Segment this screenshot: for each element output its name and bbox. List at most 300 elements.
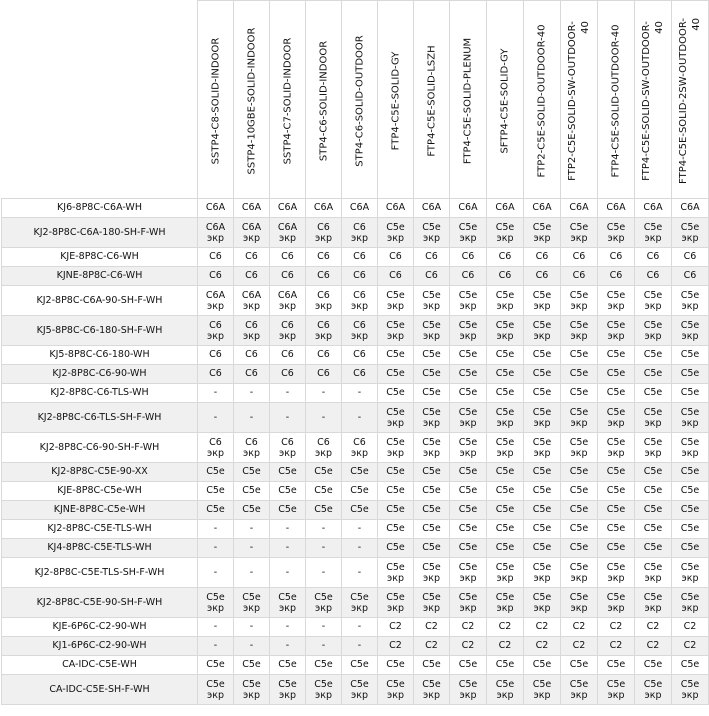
compat-value: C5e <box>569 591 589 603</box>
compat-value: экр <box>644 232 662 244</box>
compat-value: C2 <box>389 640 402 651</box>
compat-value: C5e <box>495 591 515 603</box>
table-row <box>2 286 709 316</box>
connector-name: KJ1-6P6C-C2-90-WH <box>2 637 198 656</box>
table-body <box>2 199 709 705</box>
compat-value: экр <box>243 232 260 244</box>
compat-cell <box>198 520 234 539</box>
compat-cell <box>306 403 342 433</box>
column-header-label: FTP4-C5E-SOLID-SW-OUTDOOR- <box>641 20 652 181</box>
compat-cell <box>342 463 378 482</box>
compat-cell <box>561 384 598 403</box>
compat-value: C5e <box>532 561 552 573</box>
compat-value: C5e <box>569 289 589 301</box>
compat-cell <box>524 403 561 433</box>
compat-cell <box>487 248 524 267</box>
compat-value: C2 <box>609 640 623 651</box>
compat-value: C5e <box>569 659 589 670</box>
compat-value: C6 <box>389 270 402 281</box>
compat-cell <box>378 637 414 656</box>
compat-value: C5e <box>495 485 515 496</box>
compat-value: экр <box>681 300 699 312</box>
table-row <box>2 433 709 463</box>
compat-value: экр <box>681 447 699 459</box>
compat-value: C5e <box>422 406 441 418</box>
compat-cell <box>270 384 306 403</box>
compat-cell <box>672 316 709 346</box>
compat-value: C5e <box>680 466 700 477</box>
compat-value: C6A <box>277 221 298 233</box>
compat-value: C5e <box>643 289 663 301</box>
compat-value: C5e <box>350 504 369 515</box>
compat-value: C6 <box>317 289 330 301</box>
compat-value: C5e <box>569 406 589 418</box>
compat-value: C5e <box>386 387 405 398</box>
compat-value: C6 <box>209 436 222 448</box>
compat-cell <box>672 520 709 539</box>
compat-value: экр <box>644 447 662 459</box>
compat-cell <box>198 501 234 520</box>
compat-value: C5e <box>569 504 589 515</box>
compat-value: C5e <box>350 591 369 603</box>
compat-value: экр <box>207 300 224 312</box>
compat-cell <box>672 675 709 705</box>
compat-cell <box>487 403 524 433</box>
compat-value: C5e <box>386 504 405 515</box>
compat-cell <box>306 267 342 286</box>
compat-cell <box>450 656 487 675</box>
compat-cell <box>598 637 635 656</box>
compat-cell <box>378 558 414 588</box>
compat-cell <box>198 267 234 286</box>
compat-cell <box>635 316 672 346</box>
compat-value: C5e <box>495 561 515 573</box>
compat-cell <box>198 346 234 365</box>
table-row <box>2 365 709 384</box>
compat-cell <box>342 558 378 588</box>
compat-value: экр <box>533 602 551 614</box>
compat-value: C6 <box>245 368 258 379</box>
compat-value: C5e <box>606 436 626 448</box>
compat-cell <box>198 558 234 588</box>
compat-value: C6 <box>389 251 402 262</box>
compat-value: C5e <box>495 523 515 534</box>
compat-value: C5e <box>495 504 515 515</box>
compat-cell <box>672 656 709 675</box>
compat-cell <box>306 482 342 501</box>
column-header-label: FTP4-C5E-SOLID-LSZH <box>426 44 438 157</box>
compat-cell <box>378 199 414 218</box>
compat-cell <box>672 501 709 520</box>
corner-cell <box>2 1 198 199</box>
compat-value: экр <box>351 602 368 614</box>
compat-value: C5e <box>458 504 478 515</box>
compat-value: C2 <box>389 621 402 632</box>
compat-cell <box>234 520 270 539</box>
compat-value: C6A <box>349 202 370 213</box>
compat-cell <box>234 199 270 218</box>
compat-cell <box>198 365 234 384</box>
compat-value: экр <box>570 572 588 584</box>
compat-cell <box>342 248 378 267</box>
compat-cell <box>306 520 342 539</box>
compat-cell <box>378 618 414 637</box>
compat-value: - <box>357 567 362 578</box>
compat-value: - <box>213 387 218 398</box>
table-row <box>2 637 709 656</box>
compat-cell <box>198 618 234 637</box>
column-header-label: SSTP4-C8-SOLID-INDOOR <box>210 37 222 164</box>
compat-value: экр <box>644 689 662 701</box>
compat-cell <box>672 588 709 618</box>
compat-value: экр <box>387 689 404 701</box>
compat-value: C6A <box>313 202 334 213</box>
compat-value: C5e <box>643 406 663 418</box>
compat-cell <box>561 433 598 463</box>
compat-value: C5e <box>569 561 589 573</box>
compat-cell <box>598 539 635 558</box>
compat-cell <box>487 218 524 248</box>
compat-cell <box>198 675 234 705</box>
compat-value: C5e <box>680 485 700 496</box>
compat-cell <box>524 218 561 248</box>
compat-value: C6 <box>209 270 222 281</box>
compat-cell <box>198 637 234 656</box>
compat-value: C6 <box>209 251 222 262</box>
compat-cell <box>487 286 524 316</box>
compat-value: C6A <box>241 221 262 233</box>
compat-value: C5e <box>532 591 552 603</box>
column-header-label: 40 <box>654 20 665 34</box>
compat-cell <box>414 286 450 316</box>
compat-value: C6A <box>495 202 515 213</box>
compat-value: экр <box>423 602 440 614</box>
compat-value: экр <box>243 447 260 459</box>
compat-value: C5e <box>386 523 405 534</box>
compat-value: экр <box>459 330 477 342</box>
compat-value: C6 <box>461 270 475 281</box>
compat-value: экр <box>459 417 477 429</box>
compat-value: C5e <box>458 561 478 573</box>
compat-cell <box>598 463 635 482</box>
compat-value: C5e <box>206 678 225 690</box>
compat-value: - <box>213 542 218 553</box>
compat-cell <box>450 267 487 286</box>
compat-cell <box>198 539 234 558</box>
compat-cell <box>342 637 378 656</box>
compat-value: - <box>285 567 290 578</box>
compat-value: C6A <box>680 202 700 213</box>
compat-value: C6A <box>458 202 478 213</box>
compat-value: C6 <box>425 251 438 262</box>
compat-value: C6A <box>241 289 262 301</box>
compat-cell <box>524 286 561 316</box>
compat-value: экр <box>351 689 368 701</box>
compat-value: C5e <box>569 466 589 477</box>
compat-value: - <box>213 621 218 632</box>
compat-value: C5e <box>386 406 405 418</box>
compat-value: - <box>249 523 254 534</box>
compat-value: экр <box>423 447 440 459</box>
compat-value: C2 <box>535 640 549 651</box>
compat-cell <box>487 637 524 656</box>
compat-value: - <box>285 640 290 651</box>
compat-value: C5e <box>422 561 441 573</box>
compat-cell <box>306 656 342 675</box>
compat-cell <box>450 618 487 637</box>
compat-cell <box>598 267 635 286</box>
compat-value: C6 <box>245 251 258 262</box>
compat-value: экр <box>423 689 440 701</box>
compat-value: C5e <box>458 659 478 670</box>
compat-cell <box>342 199 378 218</box>
connector-name: KJ2-8P8C-C6-90-WH <box>2 365 198 384</box>
compat-cell <box>561 618 598 637</box>
compat-value: C5e <box>278 485 297 496</box>
compat-cell <box>414 539 450 558</box>
connector-name: KJ4-8P8C-C5E-TLS-WH <box>2 539 198 558</box>
compat-value: экр <box>387 602 404 614</box>
compat-value: C5e <box>643 319 663 331</box>
compat-cell <box>306 316 342 346</box>
compat-value: C5e <box>422 659 441 670</box>
compat-cell <box>561 199 598 218</box>
compat-value: C6 <box>317 221 330 233</box>
compat-value: C5e <box>532 289 552 301</box>
compat-cell <box>234 539 270 558</box>
connector-name: KJ2-8P8C-C6A-180-SH-F-WH <box>2 218 198 248</box>
compat-cell <box>270 199 306 218</box>
compat-cell <box>414 365 450 384</box>
compat-value: - <box>213 640 218 651</box>
connector-name: KJ5-8P8C-C6-180-SH-F-WH <box>2 316 198 346</box>
compat-cell <box>198 248 234 267</box>
compat-value: экр <box>644 300 662 312</box>
compat-value: C5e <box>242 591 261 603</box>
compat-cell <box>234 286 270 316</box>
compat-cell <box>306 501 342 520</box>
compat-value: C5e <box>495 466 515 477</box>
compat-value: - <box>357 621 362 632</box>
connector-name: KJ5-8P8C-C6-180-WH <box>2 346 198 365</box>
compat-value: C5e <box>242 466 261 477</box>
compat-value: экр <box>387 447 404 459</box>
compat-value: C5e <box>532 319 552 331</box>
compat-value: C5e <box>350 659 369 670</box>
compat-value: экр <box>423 417 440 429</box>
compat-value: C5e <box>643 466 663 477</box>
compat-cell <box>450 588 487 618</box>
compat-value: C5e <box>422 387 441 398</box>
compat-value: C5e <box>495 542 515 553</box>
compat-value: C2 <box>646 621 660 632</box>
compat-cell <box>450 346 487 365</box>
compat-value: экр <box>351 300 368 312</box>
compat-value: C5e <box>422 289 441 301</box>
compat-value: C6 <box>498 270 512 281</box>
compat-value: C6 <box>245 270 258 281</box>
compat-value: C5e <box>495 659 515 670</box>
compat-cell <box>234 463 270 482</box>
compat-value: C6 <box>209 319 222 331</box>
compat-value: C2 <box>646 640 660 651</box>
compat-value: C5e <box>495 406 515 418</box>
compat-value: - <box>213 412 218 423</box>
compat-value: C6 <box>353 349 366 360</box>
compat-value: экр <box>681 417 699 429</box>
compat-cell <box>635 403 672 433</box>
compat-value: C5e <box>458 591 478 603</box>
compat-value: экр <box>607 602 625 614</box>
compat-value: C5e <box>643 368 663 379</box>
compat-value: C5e <box>422 591 441 603</box>
compat-value: C5e <box>606 466 626 477</box>
compat-cell <box>270 365 306 384</box>
compat-value: C5e <box>422 485 441 496</box>
compat-cell <box>635 520 672 539</box>
compat-cell <box>487 618 524 637</box>
compat-cell <box>487 482 524 501</box>
compat-value: C5e <box>532 542 552 553</box>
column-header <box>306 1 342 199</box>
compat-value: C6 <box>461 251 475 262</box>
compat-value: экр <box>207 689 224 701</box>
compat-cell <box>378 316 414 346</box>
compat-cell <box>306 365 342 384</box>
compat-cell <box>561 463 598 482</box>
compat-cell <box>487 520 524 539</box>
compat-value: C5e <box>278 466 297 477</box>
compat-value: C5e <box>569 678 589 690</box>
compat-cell <box>270 501 306 520</box>
compat-value: - <box>321 387 326 398</box>
compat-value: экр <box>315 232 332 244</box>
compat-value: C5e <box>532 466 552 477</box>
compat-cell <box>198 656 234 675</box>
compat-value: C5e <box>643 485 663 496</box>
compat-value: C6 <box>317 270 330 281</box>
compat-cell <box>561 218 598 248</box>
compat-value: C5e <box>386 678 405 690</box>
compat-value: экр <box>607 232 625 244</box>
compat-value: экр <box>607 300 625 312</box>
compat-value: - <box>321 567 326 578</box>
compat-cell <box>598 346 635 365</box>
compat-value: C2 <box>683 640 697 651</box>
column-header-label: FTP4-C5E-SOLID-2SW-OUTDOOR- <box>678 17 689 184</box>
compat-cell <box>198 286 234 316</box>
compat-cell <box>234 248 270 267</box>
column-header-label: SFTP4-C5E-SOLID-GY <box>499 47 511 154</box>
compatibility-table <box>1 0 709 705</box>
column-header-label: 40 <box>691 17 702 31</box>
compat-cell <box>342 365 378 384</box>
compat-value: - <box>285 387 290 398</box>
compat-value: экр <box>315 689 332 701</box>
compat-value: C6 <box>535 251 549 262</box>
table-row <box>2 267 709 286</box>
compat-cell <box>524 656 561 675</box>
compat-value: C5e <box>680 289 700 301</box>
compat-cell <box>414 316 450 346</box>
compat-cell <box>672 199 709 218</box>
compat-value: C5e <box>386 319 405 331</box>
compat-cell <box>234 218 270 248</box>
compat-value: - <box>321 542 326 553</box>
compat-cell <box>598 248 635 267</box>
compat-cell <box>561 656 598 675</box>
compat-value: C5e <box>458 436 478 448</box>
compat-value: C2 <box>572 621 586 632</box>
compat-value: - <box>285 523 290 534</box>
compat-cell <box>378 433 414 463</box>
compat-value: экр <box>315 447 332 459</box>
compat-value: C5e <box>569 221 589 233</box>
connector-name: KJE-6P6C-C2-90-WH <box>2 618 198 637</box>
compat-cell <box>524 520 561 539</box>
compat-value: C6 <box>572 251 586 262</box>
compat-cell <box>378 501 414 520</box>
compat-value: C6 <box>425 270 438 281</box>
compat-value: экр <box>207 232 224 244</box>
compat-value: C5e <box>606 659 626 670</box>
compat-cell <box>450 482 487 501</box>
compat-value: C6 <box>646 270 660 281</box>
compat-value: - <box>357 640 362 651</box>
column-header-label: STP4-C6-SOLID-OUTDOOR <box>354 34 366 167</box>
compat-cell <box>234 316 270 346</box>
compat-value: C6 <box>498 251 512 262</box>
compat-value: C5e <box>386 485 405 496</box>
table-row <box>2 463 709 482</box>
compat-value: - <box>321 640 326 651</box>
compat-value: экр <box>644 330 662 342</box>
column-header <box>487 1 524 199</box>
compat-cell <box>306 384 342 403</box>
compat-value: экр <box>533 300 551 312</box>
compat-value: экр <box>496 330 514 342</box>
compat-cell <box>234 675 270 705</box>
compat-value: C5e <box>606 542 626 553</box>
connector-name: KJE-8P8C-C6-WH <box>2 248 198 267</box>
connector-name: KJ2-8P8C-C5E-TLS-WH <box>2 520 198 539</box>
compat-cell <box>414 558 450 588</box>
compat-value: C6 <box>281 270 294 281</box>
compat-cell <box>270 218 306 248</box>
compat-value: экр <box>533 232 551 244</box>
compat-cell <box>414 501 450 520</box>
compat-value: C5e <box>606 368 626 379</box>
compat-value: C2 <box>535 621 549 632</box>
compat-value: C6 <box>353 251 366 262</box>
compat-cell <box>306 588 342 618</box>
connector-name: KJE-8P8C-C5e-WH <box>2 482 198 501</box>
compat-value: C5e <box>495 678 515 690</box>
compat-value: C6 <box>281 349 294 360</box>
compat-value: C5e <box>314 659 333 670</box>
connector-name: CA-IDC-C5E-WH <box>2 656 198 675</box>
compat-cell <box>450 384 487 403</box>
compat-cell <box>414 463 450 482</box>
compat-cell <box>635 588 672 618</box>
compat-value: - <box>249 387 254 398</box>
compat-cell <box>342 403 378 433</box>
compat-value: C5e <box>532 368 552 379</box>
compat-cell <box>270 403 306 433</box>
compat-value: C5e <box>495 221 515 233</box>
compat-value: C6 <box>353 270 366 281</box>
compat-value: C5e <box>680 368 700 379</box>
